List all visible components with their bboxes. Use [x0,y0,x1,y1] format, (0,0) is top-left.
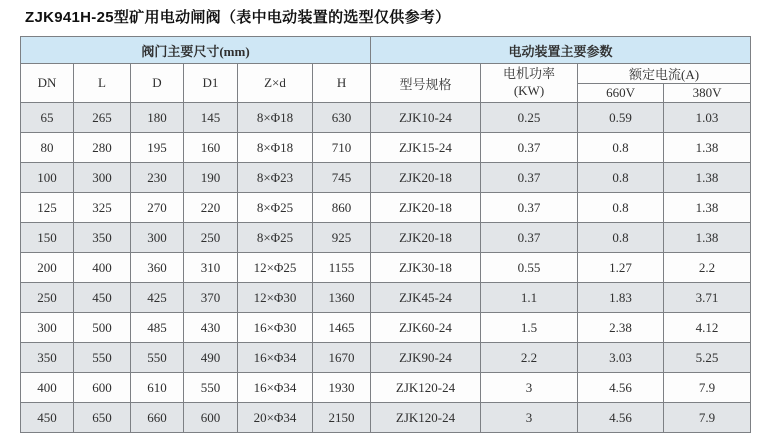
table-cell: ZJK90-24 [371,343,481,373]
table-cell: 860 [313,193,371,223]
table-cell: 16×Φ30 [238,313,313,343]
table-cell: 1465 [313,313,371,343]
table-cell: 350 [74,223,131,253]
table-cell: 7.9 [664,403,751,433]
col-header-d1: D1 [184,64,238,103]
table-cell: 500 [74,313,131,343]
table-cell: 8×Φ18 [238,103,313,133]
table-row [21,223,751,253]
table-row [21,103,751,133]
table-cell: 325 [74,193,131,223]
col-header-motor-power [481,64,578,103]
table-cell: 250 [184,223,238,253]
table-cell: 270 [131,193,184,223]
table-cell: 65 [21,103,74,133]
table-cell: 0.8 [578,193,664,223]
col-header-660v: 660V [578,84,664,103]
table-cell: 16×Φ34 [238,373,313,403]
col-header-model: 型号规格 [371,64,481,103]
table-row [21,403,751,433]
table-row [21,133,751,163]
table-cell: 430 [184,313,238,343]
table-cell: 230 [131,163,184,193]
table-cell: 745 [313,163,371,193]
table-cell: 710 [313,133,371,163]
table-cell: 190 [184,163,238,193]
table-cell: 300 [131,223,184,253]
table-cell: 0.59 [578,103,664,133]
table-cell: ZJK30-18 [371,253,481,283]
table-cell: 1360 [313,283,371,313]
table-cell: 280 [74,133,131,163]
table-cell: 3.03 [578,343,664,373]
table-cell: 7.9 [664,373,751,403]
table-cell: 195 [131,133,184,163]
table-cell: 425 [131,283,184,313]
table-cell: 1155 [313,253,371,283]
table-cell: 310 [184,253,238,283]
table-cell: 125 [21,193,74,223]
table-cell: 0.25 [481,103,578,133]
table-cell: 250 [21,283,74,313]
table-cell: 450 [21,403,74,433]
motor-power-label: 电机功率 [503,66,556,82]
table-cell: 400 [74,253,131,283]
table-cell: 8×Φ25 [238,193,313,223]
table-cell: 2150 [313,403,371,433]
table-cell: 4.56 [578,373,664,403]
table-cell: 12×Φ25 [238,253,313,283]
table-cell: 660 [131,403,184,433]
table-cell: 160 [184,133,238,163]
table-cell: 1.38 [664,193,751,223]
table-cell: 3 [481,403,578,433]
table-cell: 200 [21,253,74,283]
table-cell: 0.37 [481,223,578,253]
table-cell: 2.38 [578,313,664,343]
col-header-rated-current: 额定电流(A) [578,64,751,84]
table-cell: 8×Φ18 [238,133,313,163]
table-cell: 0.37 [481,193,578,223]
table-cell: 450 [74,283,131,313]
group-header-valve-dimensions: 阀门主要尺寸(mm) [21,37,371,64]
table-cell: 370 [184,283,238,313]
table-cell: 610 [131,373,184,403]
group-header-actuator-params: 电动装置主要参数 [371,37,751,64]
table-cell: 8×Φ23 [238,163,313,193]
table-cell: 150 [21,223,74,253]
table-cell: ZJK20-18 [371,163,481,193]
table-cell: 5.25 [664,343,751,373]
table-cell: ZJK60-24 [371,313,481,343]
table-cell: 0.55 [481,253,578,283]
table-cell: 80 [21,133,74,163]
table-cell: 1.5 [481,313,578,343]
table-cell: 1.38 [664,223,751,253]
table-cell: 4.12 [664,313,751,343]
table-cell: 490 [184,343,238,373]
table-cell: 20×Φ34 [238,403,313,433]
col-header-l: L [74,64,131,103]
table-cell: 0.8 [578,163,664,193]
table-cell: 180 [131,103,184,133]
table-cell: 350 [21,343,74,373]
table-cell: 550 [131,343,184,373]
table-cell: 300 [21,313,74,343]
table-row [21,253,751,283]
table-cell: 650 [74,403,131,433]
table-cell: ZJK10-24 [371,103,481,133]
table-cell: 2.2 [481,343,578,373]
table-row [21,163,751,193]
table-cell: 0.8 [578,223,664,253]
table-cell: 600 [74,373,131,403]
table-cell: ZJK15-24 [371,133,481,163]
table-cell: 1.38 [664,133,751,163]
table-cell: 1930 [313,373,371,403]
group-header-row [21,37,751,64]
table-cell: ZJK20-18 [371,223,481,253]
table-cell: 550 [184,373,238,403]
table-cell: 3.71 [664,283,751,313]
col-header-380v: 380V [664,84,751,103]
table-cell: 600 [184,403,238,433]
table-cell: 1.83 [578,283,664,313]
column-header-row [21,64,751,84]
table-cell: 300 [74,163,131,193]
table-cell: 0.37 [481,163,578,193]
table-row [21,313,751,343]
page-title: ZJK941H-25型矿用电动闸阀（表中电动装置的选型仅供参考） [25,9,451,26]
table-cell: 8×Φ25 [238,223,313,253]
table-cell: 220 [184,193,238,223]
table-row [21,283,751,313]
table-cell: 925 [313,223,371,253]
table-cell: ZJK20-18 [371,193,481,223]
table-cell: ZJK120-24 [371,373,481,403]
table-cell: 360 [131,253,184,283]
table-cell: 100 [21,163,74,193]
table-cell: 4.56 [578,403,664,433]
table-cell: 630 [313,103,371,133]
table-cell: 1.03 [664,103,751,133]
table-cell: 1.27 [578,253,664,283]
table-cell: ZJK120-24 [371,403,481,433]
col-header-zxd: Z×d [238,64,313,103]
table-cell: 12×Φ30 [238,283,313,313]
table-row [21,193,751,223]
table-body [21,103,751,433]
col-header-d: D [131,64,184,103]
table-cell: 485 [131,313,184,343]
table-cell: 1.1 [481,283,578,313]
table-cell: 145 [184,103,238,133]
table-cell: 0.8 [578,133,664,163]
table-cell: 400 [21,373,74,403]
table-cell: 2.2 [664,253,751,283]
table-cell: 1670 [313,343,371,373]
table-cell: 550 [74,343,131,373]
table-cell: ZJK45-24 [371,283,481,313]
table-cell: 265 [74,103,131,133]
col-header-h: H [313,64,371,103]
table-header [21,37,751,103]
table-cell: 3 [481,373,578,403]
motor-power-unit: (KW) [513,83,545,98]
table-cell: 0.37 [481,133,578,163]
col-header-dn: DN [21,64,74,103]
table-row [21,343,751,373]
table-cell: 16×Φ34 [238,343,313,373]
valve-spec-table [20,36,751,433]
table-row [21,373,751,403]
table-cell: 1.38 [664,163,751,193]
